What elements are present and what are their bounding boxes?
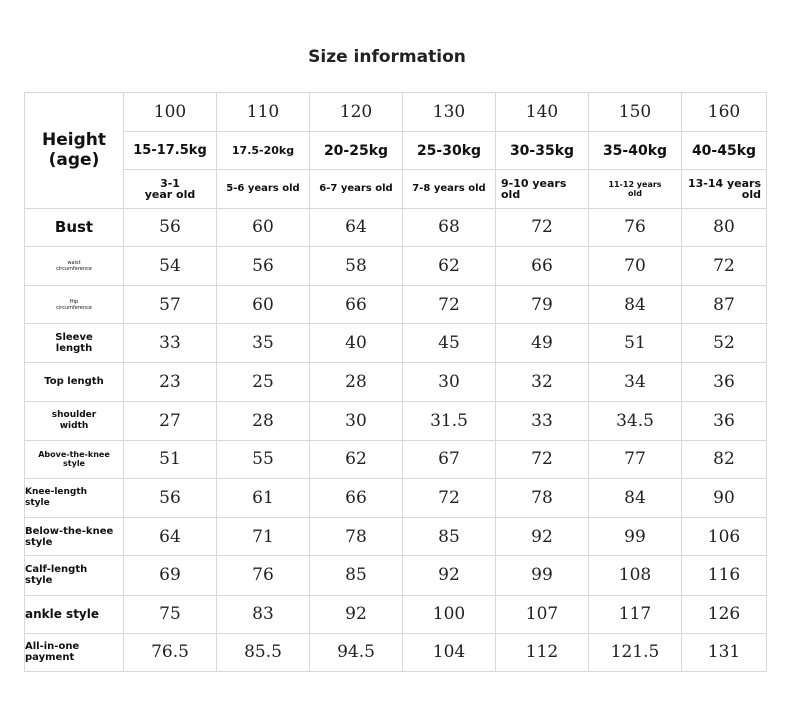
value-cell: 23 (124, 363, 217, 401)
height-cell: 110 (217, 93, 310, 132)
value-cell: 76 (589, 208, 682, 246)
value-cell: 72 (682, 246, 767, 285)
value-cell: 78 (496, 478, 589, 517)
value-cell: 83 (217, 595, 310, 633)
value-cell: 84 (589, 285, 682, 323)
value-cell: 49 (496, 324, 589, 363)
value-cell: 52 (682, 324, 767, 363)
value-cell: 33 (496, 401, 589, 440)
row-label: Above-the-knee style (25, 440, 124, 478)
age-cell: 11-12 years old (589, 170, 682, 208)
value-cell: 28 (310, 363, 403, 401)
value-cell: 92 (496, 518, 589, 556)
value-cell: 72 (403, 478, 496, 517)
value-cell: 28 (217, 401, 310, 440)
value-cell: 90 (682, 478, 767, 517)
row-label: Knee-length style (25, 478, 124, 517)
weight-cell: 35-40kg (589, 132, 682, 170)
page-title: Size information (308, 47, 466, 67)
value-cell: 34.5 (589, 401, 682, 440)
value-cell: 56 (124, 208, 217, 246)
value-cell: 82 (682, 440, 767, 478)
value-cell: 58 (310, 246, 403, 285)
table-row (25, 246, 767, 285)
value-cell: 68 (403, 208, 496, 246)
table-row (25, 208, 767, 246)
value-cell: 61 (217, 478, 310, 517)
value-cell: 84 (589, 478, 682, 517)
value-cell: 45 (403, 324, 496, 363)
value-cell: 60 (217, 208, 310, 246)
size-table (24, 92, 767, 672)
value-cell: 99 (496, 556, 589, 595)
value-cell: 108 (589, 556, 682, 595)
value-cell: 66 (310, 285, 403, 323)
value-cell: 25 (217, 363, 310, 401)
value-cell: 35 (217, 324, 310, 363)
table-row (25, 595, 767, 633)
row-label: Top length (25, 363, 124, 401)
age-cell: 3-1 year old (124, 170, 217, 208)
value-cell: 33 (124, 324, 217, 363)
value-cell: 85 (310, 556, 403, 595)
age-cell: 9-10 years old (496, 170, 589, 208)
table-row (25, 556, 767, 595)
age-cell: 5-6 years old (217, 170, 310, 208)
value-cell: 104 (403, 633, 496, 671)
value-cell: 76.5 (124, 633, 217, 671)
value-cell: 117 (589, 595, 682, 633)
value-cell: 64 (310, 208, 403, 246)
table-row (25, 285, 767, 323)
age-cell: 6-7 years old (310, 170, 403, 208)
row-label: Bust (25, 208, 124, 246)
value-cell: 87 (682, 285, 767, 323)
weight-cell: 15-17.5kg (124, 132, 217, 170)
value-cell: 126 (682, 595, 767, 633)
value-cell: 27 (124, 401, 217, 440)
value-cell: 85 (403, 518, 496, 556)
value-cell: 62 (310, 440, 403, 478)
value-cell: 36 (682, 363, 767, 401)
value-cell: 69 (124, 556, 217, 595)
height-cell: 120 (310, 93, 403, 132)
value-cell: 121.5 (589, 633, 682, 671)
value-cell: 40 (310, 324, 403, 363)
row-label: shoulder width (25, 401, 124, 440)
row-label: All-in-one payment (25, 633, 124, 671)
value-cell: 99 (589, 518, 682, 556)
value-cell: 32 (496, 363, 589, 401)
height-age-header: Height (age) (25, 93, 124, 209)
value-cell: 56 (124, 478, 217, 517)
value-cell: 85.5 (217, 633, 310, 671)
table-row (25, 478, 767, 517)
value-cell: 67 (403, 440, 496, 478)
value-cell: 112 (496, 633, 589, 671)
value-cell: 106 (682, 518, 767, 556)
weight-cell: 17.5-20kg (217, 132, 310, 170)
row-label: Hip circumference (25, 285, 124, 323)
height-cell: 150 (589, 93, 682, 132)
value-cell: 72 (496, 440, 589, 478)
value-cell: 51 (124, 440, 217, 478)
value-cell: 78 (310, 518, 403, 556)
row-label: Calf-length style (25, 556, 124, 595)
weight-cell: 40-45kg (682, 132, 767, 170)
value-cell: 72 (496, 208, 589, 246)
value-cell: 92 (403, 556, 496, 595)
value-cell: 36 (682, 401, 767, 440)
height-cell: 160 (682, 93, 767, 132)
value-cell: 66 (496, 246, 589, 285)
value-cell: 107 (496, 595, 589, 633)
value-cell: 57 (124, 285, 217, 323)
value-cell: 34 (589, 363, 682, 401)
weight-cell: 25-30kg (403, 132, 496, 170)
value-cell: 94.5 (310, 633, 403, 671)
value-cell: 64 (124, 518, 217, 556)
row-label: Below-the-knee style (25, 518, 124, 556)
value-cell: 76 (217, 556, 310, 595)
weight-cell: 20-25kg (310, 132, 403, 170)
value-cell: 30 (310, 401, 403, 440)
value-cell: 54 (124, 246, 217, 285)
value-cell: 71 (217, 518, 310, 556)
height-cell: 130 (403, 93, 496, 132)
height-cell: 100 (124, 93, 217, 132)
height-cell: 140 (496, 93, 589, 132)
value-cell: 77 (589, 440, 682, 478)
value-cell: 70 (589, 246, 682, 285)
table-row (25, 518, 767, 556)
value-cell: 51 (589, 324, 682, 363)
table-row (25, 401, 767, 440)
value-cell: 62 (403, 246, 496, 285)
value-cell: 79 (496, 285, 589, 323)
weight-cell: 30-35kg (496, 132, 589, 170)
table-row (25, 440, 767, 478)
value-cell: 30 (403, 363, 496, 401)
table-row (25, 324, 767, 363)
value-cell: 56 (217, 246, 310, 285)
value-cell: 31.5 (403, 401, 496, 440)
value-cell: 66 (310, 478, 403, 517)
age-cell: 7-8 years old (403, 170, 496, 208)
value-cell: 131 (682, 633, 767, 671)
age-cell: 13-14 years old (682, 170, 767, 208)
table-row (25, 633, 767, 671)
value-cell: 75 (124, 595, 217, 633)
value-cell: 55 (217, 440, 310, 478)
row-label: waist circumference (25, 246, 124, 285)
value-cell: 116 (682, 556, 767, 595)
row-label: ankle style (25, 595, 124, 633)
value-cell: 80 (682, 208, 767, 246)
value-cell: 72 (403, 285, 496, 323)
value-cell: 92 (310, 595, 403, 633)
value-cell: 100 (403, 595, 496, 633)
row-label: Sleeve length (25, 324, 124, 363)
table-row (25, 363, 767, 401)
value-cell: 60 (217, 285, 310, 323)
